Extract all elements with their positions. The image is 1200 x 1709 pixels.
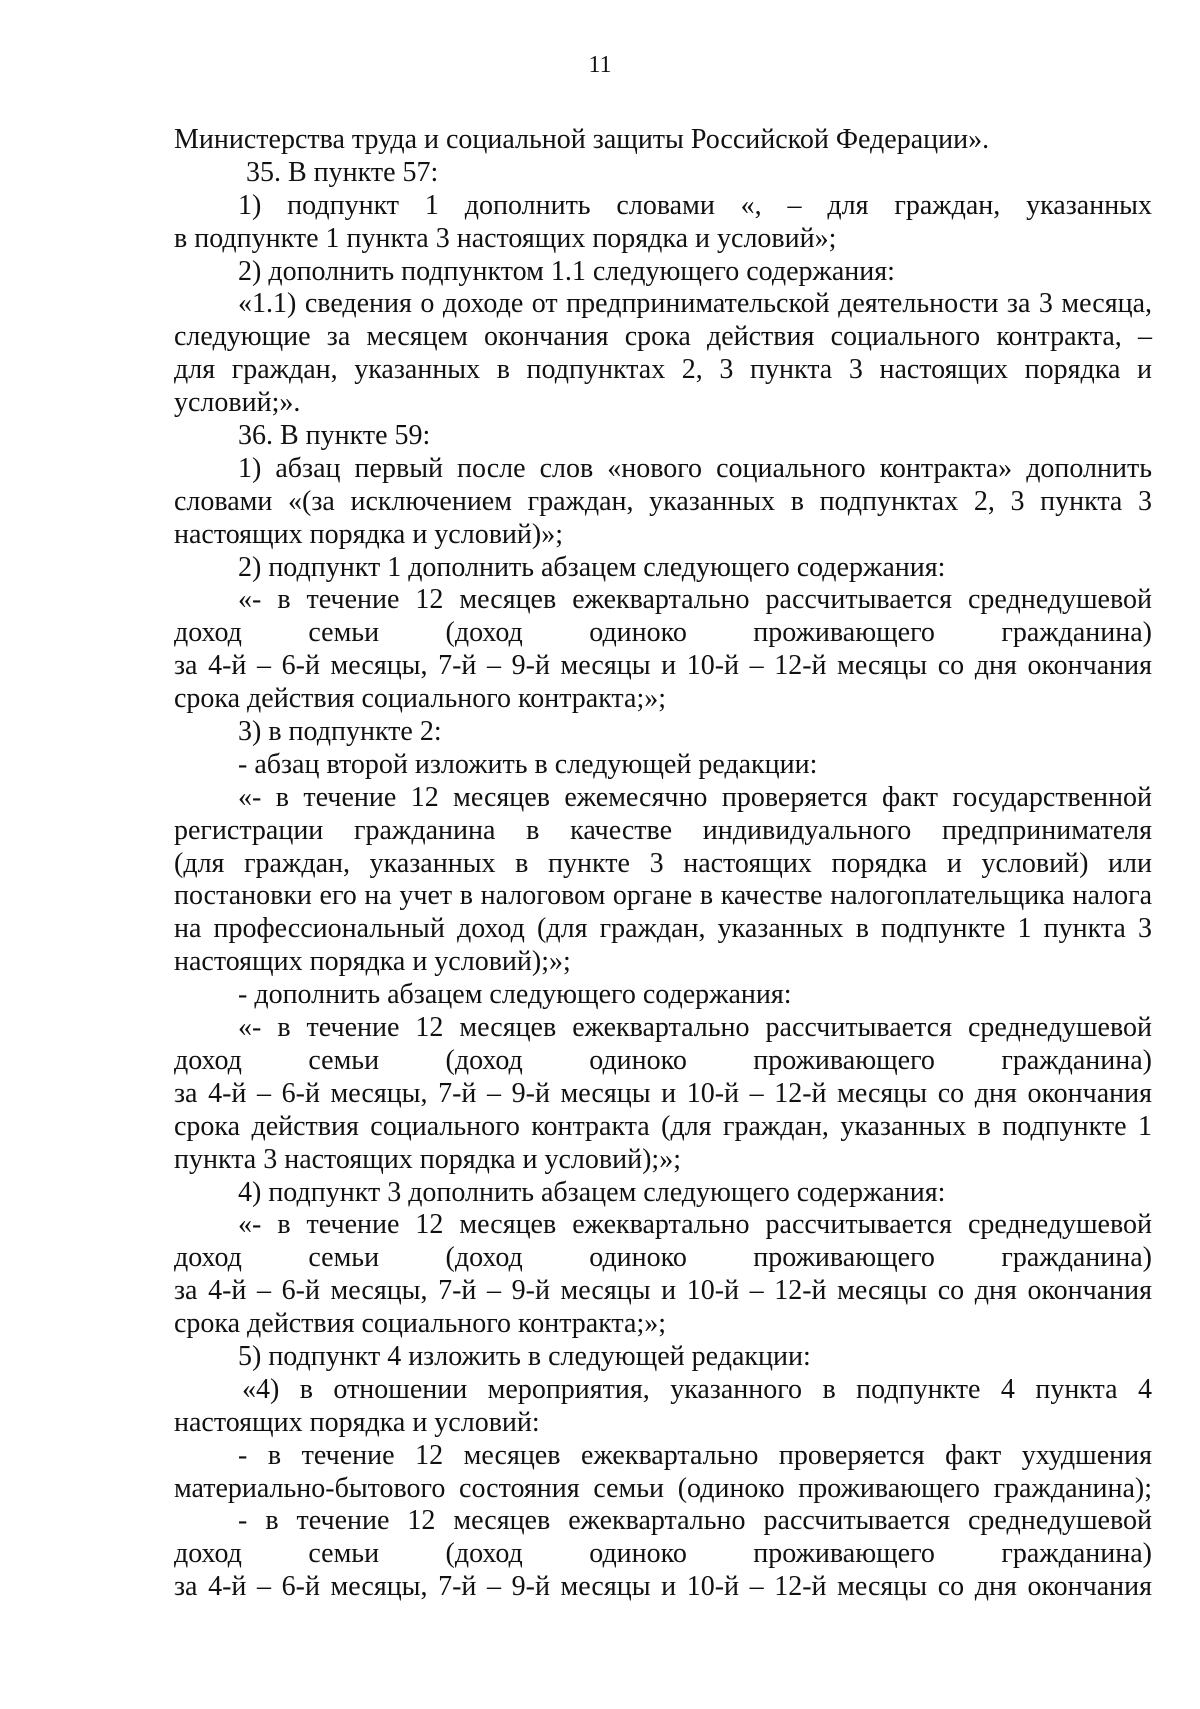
text-line: за 4-й – 6-й месяцы, 7-й – 9-й месяцы и 10-й – 12-й месяцы со дня окончания [174,1077,1152,1109]
text-line: срока действия социального контракта (для граждан, указанных в подпункте 1 [174,1110,1152,1142]
text-line: срока действия социального контракта;»; [174,683,666,715]
text-line: «- в течение 12 месяцев ежемесячно проверяется факт государственной [238,781,1152,813]
text-line: для граждан, указанных в подпунктах 2, 3 пункта 3 настоящих порядка и [174,354,1152,386]
text-line: - в течение 12 месяцев ежеквартально рассчитывается среднедушевой [238,1505,1152,1537]
text-line: постановки его на учет в налоговом органе в качестве налогоплательщика налога [174,880,1152,912]
text-line: доход семьи (доход одиноко проживающего гражданина) [174,1242,1152,1274]
text-line: за 4-й – 6-й месяцы, 7-й – 9-й месяцы и 10-й – 12-й месяцы со дня окончания [174,650,1152,682]
text-line: 35. В пункте 57: [246,156,439,188]
text-line: «- в течение 12 месяцев ежеквартально рассчитывается среднедушевой [238,1012,1152,1044]
text-line: на профессиональный доход (для граждан, указанных в подпункте 1 пункта 3 [174,913,1152,945]
text-line: словами «(за исключением граждан, указанных в подпунктах 2, 3 пункта 3 [174,485,1152,517]
text-line: 2) подпункт 1 дополнить абзацем следующего содержания: [238,551,946,583]
text-line: Министерства труда и социальной защиты Российской Федерации». [174,124,990,155]
text-line: «- в течение 12 месяцев ежеквартально рассчитывается среднедушевой [238,584,1152,616]
text-line: в подпункте 1 пункта 3 настоящих порядка и условий»; [174,222,837,254]
text-line: 3) в подпункте 2: [238,716,442,748]
text-line: настоящих порядка и условий);»; [174,946,571,978]
text-line: настоящих порядка и условий)»; [174,518,563,550]
text-line: доход семьи (доход одиноко проживающего гражданина) [174,1044,1152,1076]
text-line: (для граждан, указанных в пункте 3 настоящих порядка и условий) или [174,847,1152,879]
text-line: пункта 3 настоящих порядка и условий);»; [174,1143,681,1175]
text-line: срока действия социального контракта;»; [174,1308,666,1340]
text-line: 2) дополнить подпунктом 1.1 следующего содержания: [238,255,895,287]
text-line: материально-бытового состояния семьи (одиноко проживающего гражданина); [174,1472,1152,1504]
text-line: «- в течение 12 месяцев ежеквартально рассчитывается среднедушевой [238,1209,1152,1241]
text-line: доход семьи (доход одиноко проживающего гражданина) [174,617,1152,649]
text-line: за 4-й – 6-й месяцы, 7-й – 9-й месяцы и 10-й – 12-й месяцы со дня окончания [174,1275,1152,1307]
document-body [174,124,1152,1604]
text-line: доход семьи (доход одиноко проживающего гражданина) [174,1538,1152,1570]
text-line: 5) подпункт 4 изложить в следующей редакции: [238,1340,811,1372]
text-line: 4) подпункт 3 дополнить абзацем следующего содержания: [238,1176,946,1208]
text-line: «4) в отношении мероприятия, указанного в подпункте 4 пункта 4 [242,1373,1152,1405]
text-line: «1.1) сведения о доходе от предпринимательской деятельности за 3 месяца, [238,288,1152,320]
page-number: 11 [588,52,612,78]
text-line: настоящих порядка и условий: [174,1406,540,1438]
text-line: за 4-й – 6-й месяцы, 7-й – 9-й месяцы и 10-й – 12-й месяцы со дня окончания [174,1571,1152,1603]
text-line: условий;». [174,387,301,419]
text-line: - в течение 12 месяцев ежеквартально проверяется факт ухудшения [238,1439,1152,1471]
text-line: 36. В пункте 59: [238,420,431,452]
text-line: регистрации гражданина в качестве индивидуального предпринимателя [174,814,1152,846]
text-line: - абзац второй изложить в следующей редакции: [238,748,818,780]
text-line: 1) абзац первый после слов «нового социального контракта» дополнить [238,452,1152,484]
text-line: - дополнить абзацем следующего содержания: [238,979,792,1011]
text-line: следующие за месяцем окончания срока действия социального контракта, – [174,321,1152,353]
text-line: 1) подпункт 1 дополнить словами «, – для граждан, указанных [238,189,1152,221]
